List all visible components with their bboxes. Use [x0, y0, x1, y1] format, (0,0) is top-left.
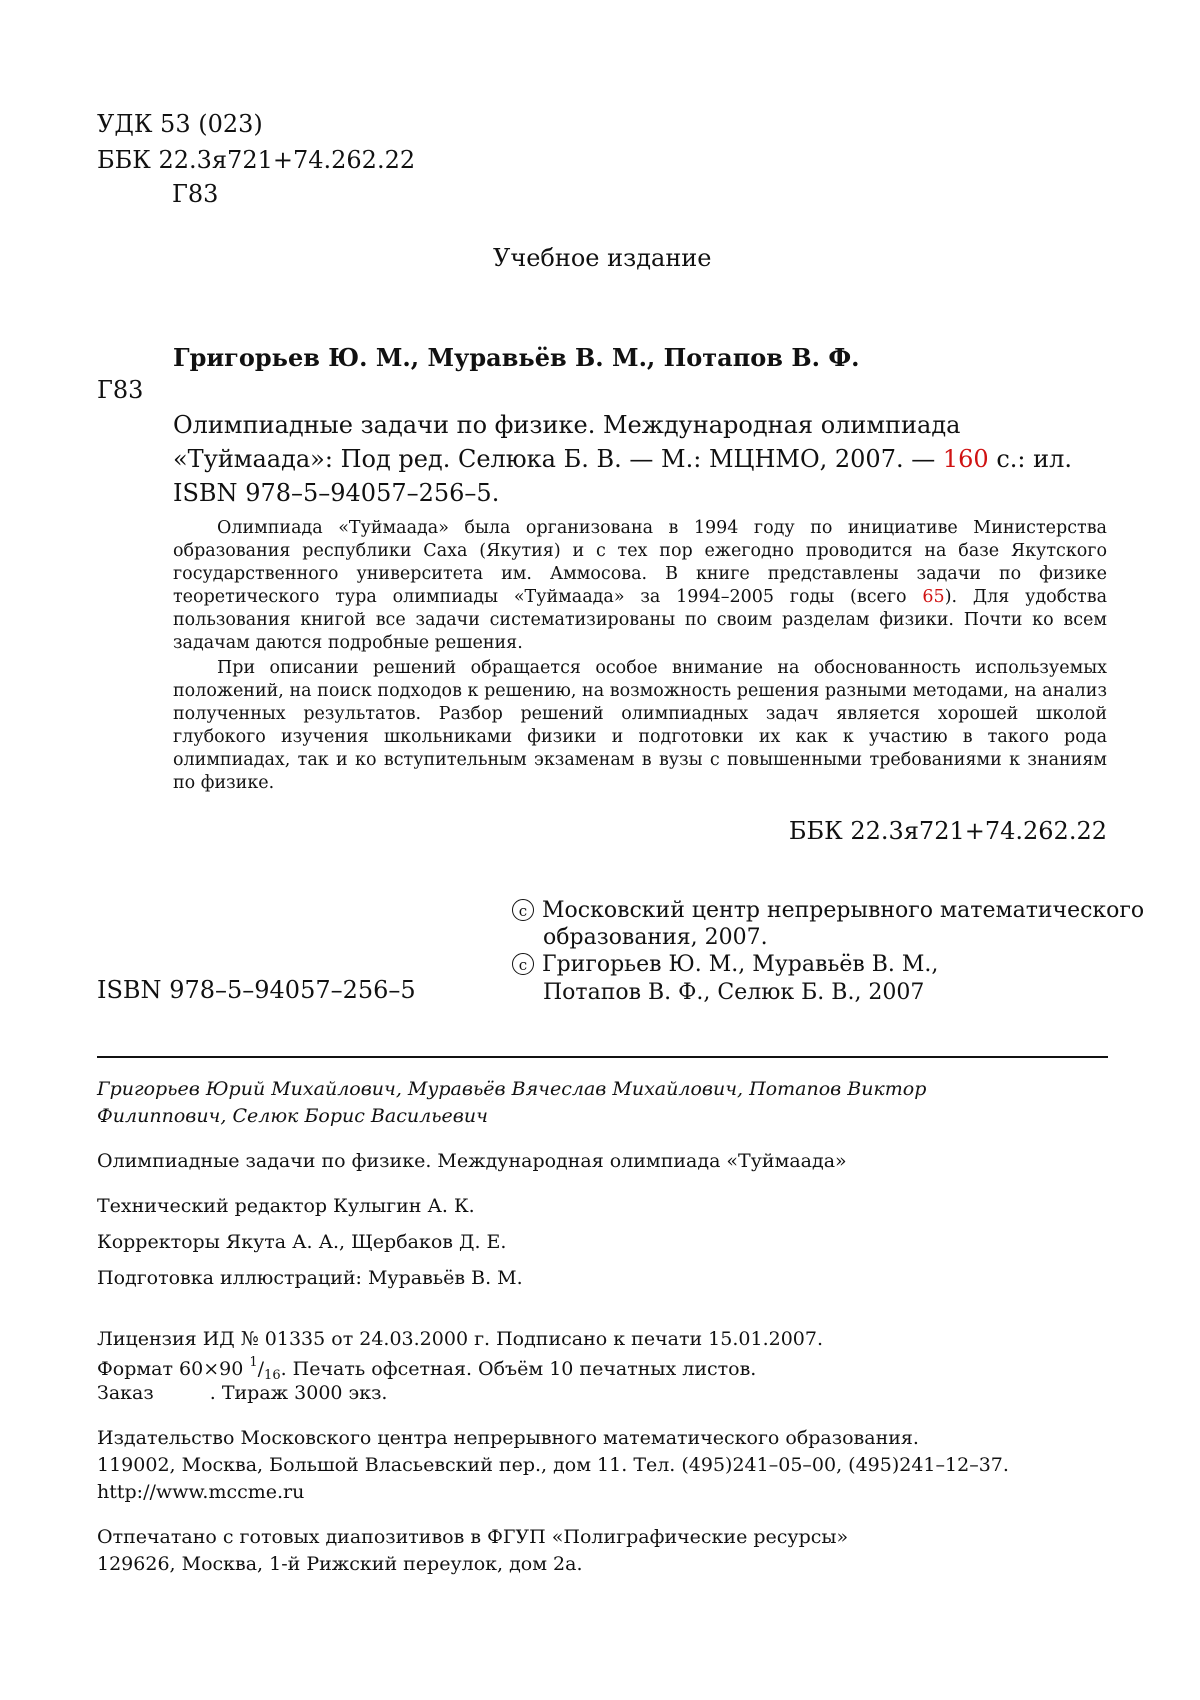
- copyright-1-line-2: образования, 2007.: [543, 925, 768, 950]
- copyright-1-line-1: [512, 898, 1144, 923]
- illustrations-credit: Подготовка иллюстраций: Муравьёв В. М.: [97, 1267, 523, 1289]
- edition-type: Учебное издание: [493, 244, 712, 272]
- print-run: . Тираж 3000 экз.: [209, 1382, 388, 1404]
- authors-full-line-2: Филиппович, Селюк Борис Васильевич: [97, 1105, 488, 1127]
- copyright-2-line-1: [512, 952, 938, 977]
- publisher-line-2: 119002, Москва, Большой Власьевский пер., дом 11. Тел. (495)241–05–00, (495)241–12–37.: [97, 1454, 1009, 1476]
- isbn-bottom: ISBN 978–5–94057–256–5: [97, 976, 416, 1004]
- citation-text: «Туймаада»: Под ред. Селюка Б. В. — М.: МЦНМО, 2007. —: [173, 445, 936, 473]
- format-slash: /: [257, 1358, 265, 1380]
- printed-line-1: Отпечатано с готовых диапозитивов в ФГУП «Полиграфические ресурсы»: [97, 1526, 849, 1548]
- imprint-title: Олимпиадные задачи по физике. Международная олимпиада «Туймаада»: [97, 1150, 847, 1172]
- format-line: [97, 1355, 756, 1383]
- copyright-icon: c: [512, 953, 534, 975]
- author-mark: Г83: [172, 180, 219, 208]
- pages-link[interactable]: 160: [942, 445, 989, 473]
- problems-count-link[interactable]: 65: [922, 587, 945, 607]
- copyright-2-text: Григорьев Ю. М., Муравьёв В. М.,: [542, 952, 939, 977]
- authors-full-line-1: Григорьев Юрий Михайлович, Муравьёв Вячеслав Михайлович, Потапов Виктор: [97, 1078, 927, 1100]
- copyright-2-line-2: Потапов В. Ф., Селюк Б. В., 2007: [543, 980, 925, 1005]
- udk-code: УДК 53 (023): [97, 110, 263, 138]
- abstract-p1-text: Олимпиада «Туймаада» была организована в 1994 году по инициативе Министерства образования республики Саха (Якутия) и с тех пор ежегодно проводится на базе Якутского государственного университета им. Аммосова. В книге представлены задачи по физике теоретического тура олимпиады «Туймаада» за 1994–2005 годы (всего: [173, 518, 1107, 607]
- printed-line-2: 129626, Москва, 1-й Рижский переулок, дом 2а.: [97, 1553, 583, 1575]
- abstract: [173, 517, 1107, 795]
- publisher-url[interactable]: http://www.mccme.ru: [97, 1481, 305, 1503]
- isbn-citation: ISBN 978–5–94057–256–5.: [173, 479, 500, 507]
- correctors: Корректоры Якута А. А., Щербаков Д. Е.: [97, 1231, 507, 1253]
- bbk-code: ББК 22.3я721+74.262.22: [97, 146, 416, 174]
- format-numerator: 1: [249, 1355, 258, 1370]
- format-details: . Печать офсетная. Объём 10 печатных листов.: [280, 1358, 757, 1380]
- abstract-paragraph-1: [173, 517, 1107, 655]
- copyright-1-text: Московский центр непрерывного математического: [542, 898, 1145, 923]
- abstract-p1-tail: ). Для удобства пользования книгой все задачи систематизированы по своим разделам физики. Почти ко всем задачам даются подробные решения.: [173, 587, 1107, 653]
- order-line: [97, 1382, 387, 1404]
- license-line: Лицензия ИД № 01335 от 24.03.2000 г. Подписано к печати 15.01.2007.: [97, 1328, 823, 1350]
- citation-line-1: Олимпиадные задачи по физике. Международная олимпиада: [173, 411, 961, 439]
- abstract-paragraph-2: При описании решений обращается особое внимание на обоснованность используемых положений, на поиск подходов к решению, на возможность решения разными методами, на анализ полученных результатов. Разбор решений олимпиадных задач является хорошей школой глубокого изучения школьниками физики и подготовки их как к участию в такого рода олимпиадах, так и ко вступительным экзаменам в вузы с повышенными требованиями к знаниям по физике.: [173, 658, 1107, 793]
- citation-pages-suffix: с.: ил.: [996, 445, 1072, 473]
- side-author-mark: Г83: [97, 376, 144, 404]
- citation-line-2: [173, 445, 1072, 473]
- divider-rule: [97, 1056, 1108, 1058]
- order-label: Заказ: [97, 1382, 154, 1404]
- technical-editor: Технический редактор Кулыгин А. К.: [97, 1195, 475, 1217]
- copyright-icon: c: [512, 899, 534, 921]
- authors-heading: Григорьев Ю. М., Муравьёв В. М., Потапов В. Ф.: [173, 343, 860, 372]
- bbk-right: ББК 22.3я721+74.262.22: [788, 817, 1107, 845]
- format-label: Формат 60×90: [97, 1358, 244, 1380]
- format-denominator: 16: [264, 1368, 281, 1383]
- publisher-line-1: Издательство Московского центра непрерывного математического образования.: [97, 1427, 919, 1449]
